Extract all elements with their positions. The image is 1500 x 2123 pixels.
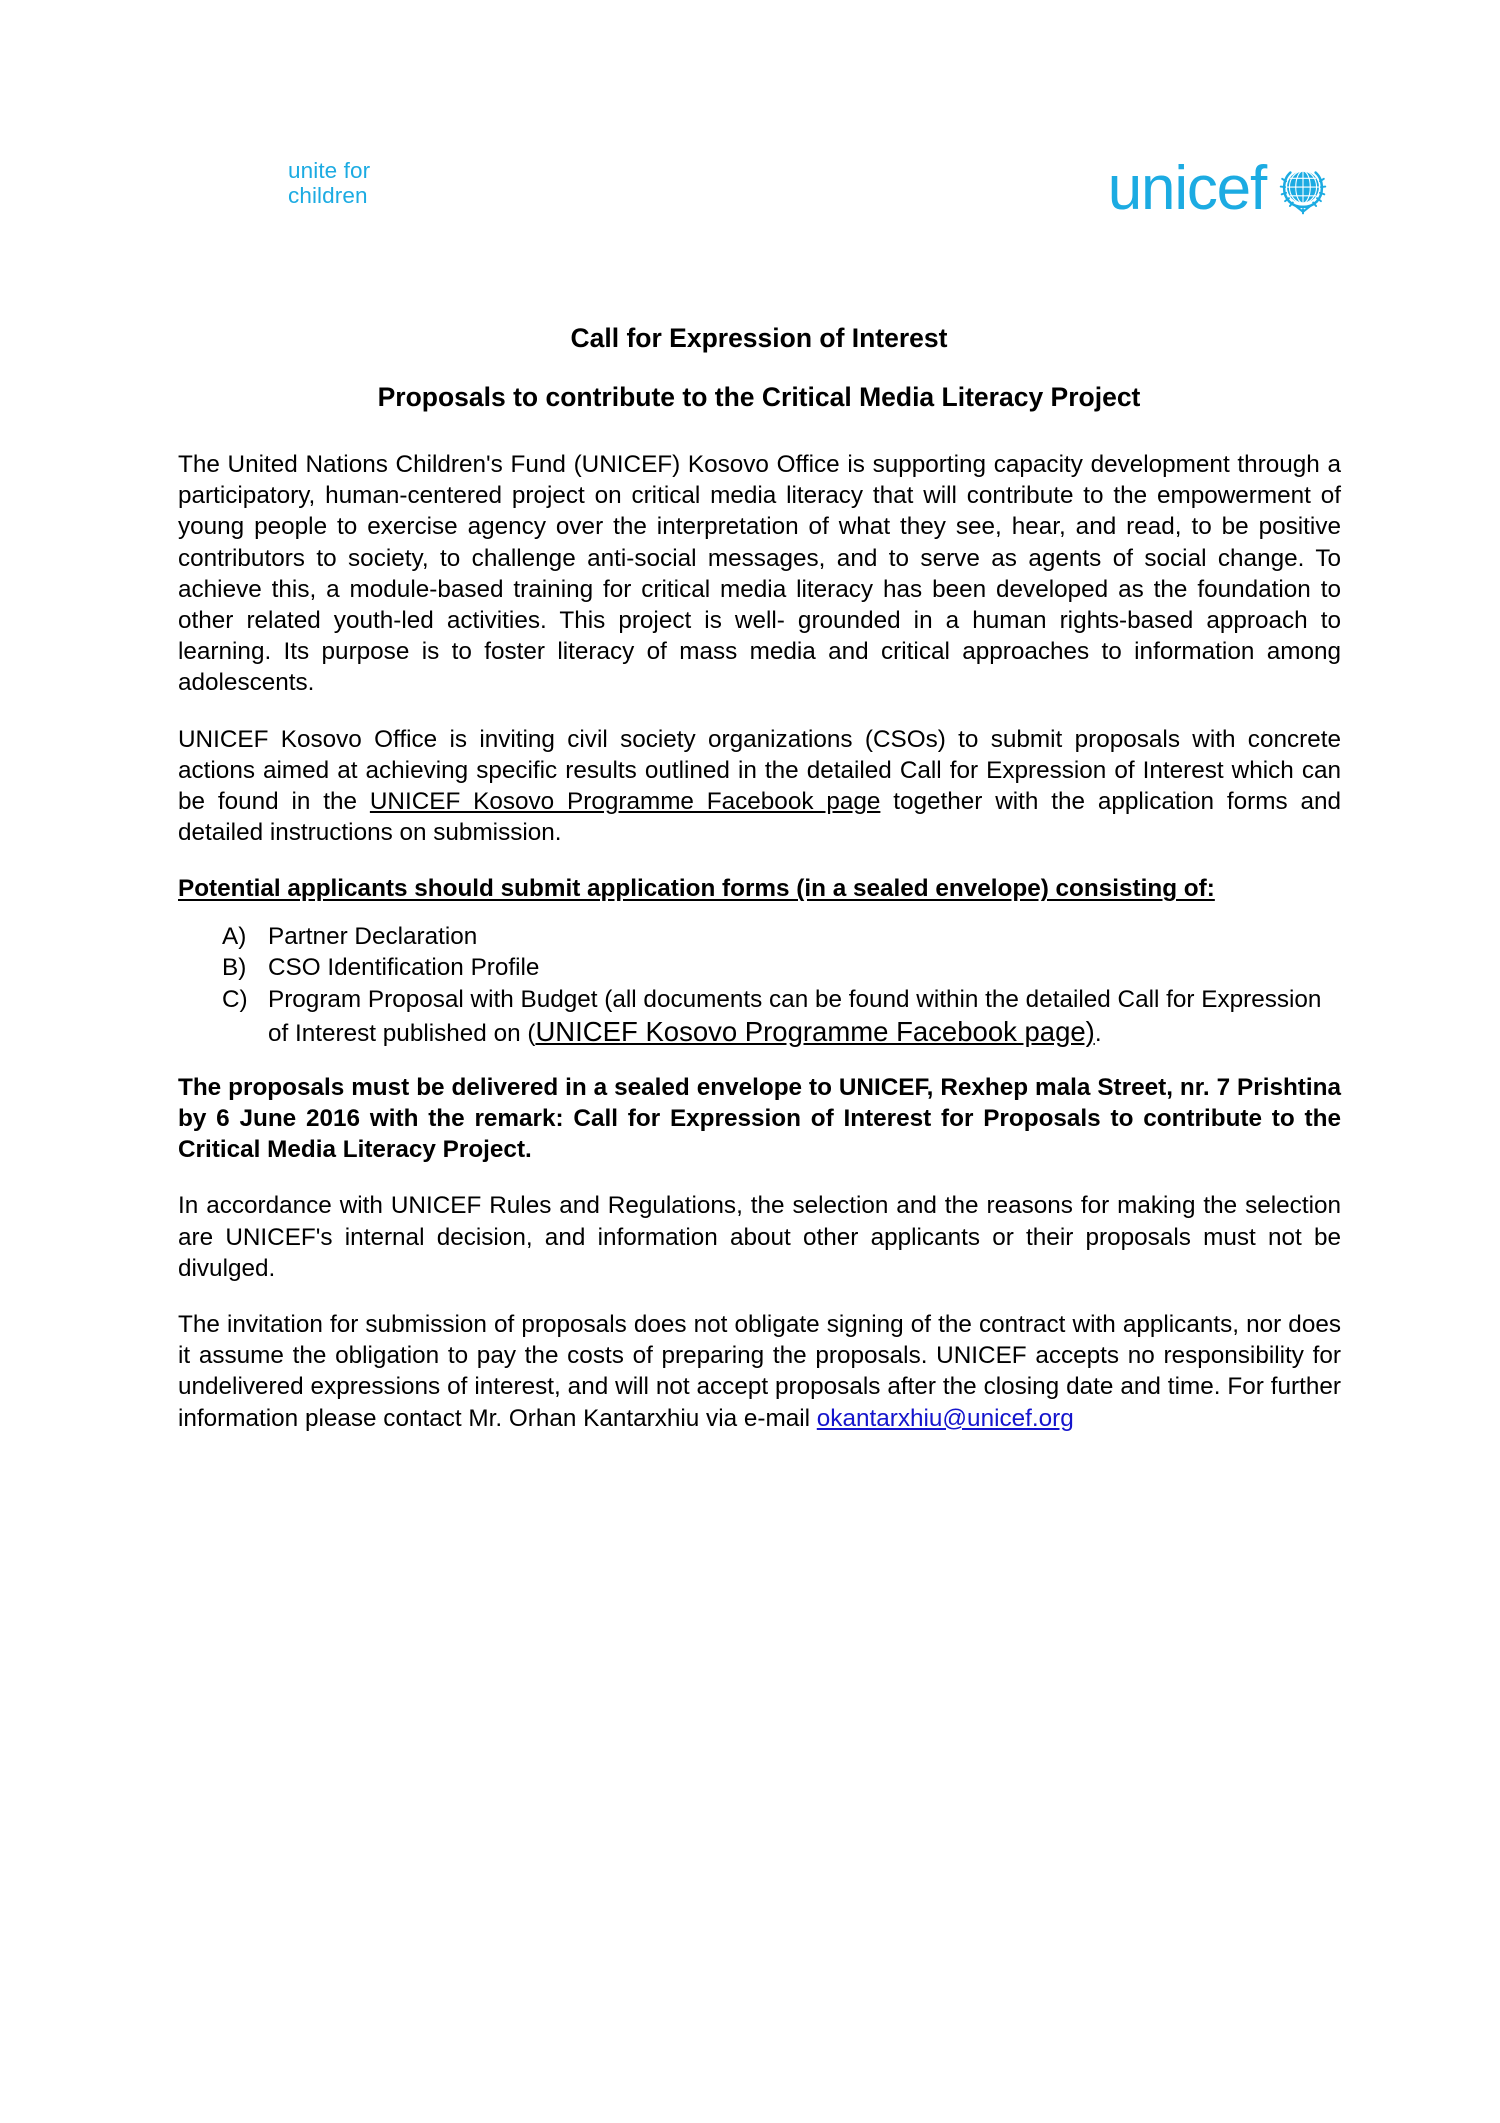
section-heading-requirements: Potential applicants should submit application forms (in a sealed envelope) consisting of: [178, 875, 1215, 903]
list-item-marker: A) [222, 922, 247, 950]
list-item-label-tail: . [1094, 1020, 1102, 1048]
paragraph-disclaimer-lead: The invitation for submission of proposals does not obligate signing of the contract with applicants, nor does it assume the obligation to pay the costs of preparing the proposals. UNICEF accepts no responsibility for undelivered expressions of interest, and will not accept proposals after the closing date and time. For further information please contact Mr. Orhan Kantarxhiu via e-mail [178, 1311, 1341, 1432]
list-item-label: Partner Declaration [268, 922, 478, 950]
facebook-page-link-inline[interactable]: UNICEF Kosovo Programme Facebook page [369, 788, 881, 816]
list-item [222, 921, 1341, 953]
tagline-line-2: children [288, 183, 368, 208]
paragraph-disclaimer [178, 1309, 1341, 1434]
un-globe-laurel-emblem-icon [1272, 158, 1334, 220]
paragraph-invitation-tail: together with the application forms and detailed instructions on submission. [178, 788, 1341, 847]
tagline-line-1: unite for [288, 158, 371, 183]
list-item-label: CSO Identification Profile [268, 954, 540, 982]
unite-for-children-tagline [288, 158, 370, 208]
paragraph-submission-deadline: The proposals must be delivered in a sealed envelope to UNICEF, Rexhep mala Street, nr. 7 Prishtina by 6 June 2016 with the remark: Call for Expression of Interest for Proposals to contribute to the Critical Media Literacy Project. [178, 1073, 1341, 1164]
list-item [222, 952, 1341, 984]
document-body [178, 449, 1341, 1434]
facebook-page-link-list[interactable]: UNICEF Kosovo Programme Facebook page) [535, 1016, 1095, 1048]
document-header [178, 150, 1340, 240]
page-title-primary: Call for Expression of Interest [570, 323, 948, 353]
paragraph-invitation [178, 724, 1341, 849]
list-item [222, 984, 1341, 1050]
paragraph-selection-rules: In accordance with UNICEF Rules and Regulations, the selection and the reasons for making the selection are UNICEF's internal decision, and information about other applicants or their proposals must not be divulged. [178, 1192, 1341, 1282]
list-item-marker: B) [222, 954, 247, 982]
page-title-secondary: Proposals to contribute to the Critical Media Literacy Project [377, 382, 1141, 412]
paragraph-intro: The United Nations Children's Fund (UNICEF) Kosovo Office is supporting capacity development through a participatory, human-centered project on critical media literacy that will contribute to the empowerment of young people to exercise agency over the interpretation of what they see, hear, and read, to be positive contributors to society, to challenge anti-social messages, and to serve as agents of social change. To achieve this, a module-based training for critical media literacy has been developed as the foundation to other related youth-led activities. This project is well- grounded in a human rights-based approach to learning. Its purpose is to foster literacy of mass media and critical approaches to information among adolescents. [178, 451, 1341, 697]
application-forms-list [178, 921, 1341, 1050]
unicef-logo [1108, 150, 1334, 228]
unicef-wordmark: unicef [1107, 154, 1266, 223]
paragraph-invitation-lead: UNICEF Kosovo Office is inviting civil society organizations (CSOs) to submit proposals with concrete actions aimed at achieving specific results outlined in the detailed Call for Expression of Interest which can be found in the [178, 725, 1341, 816]
contact-email-link[interactable]: okantarxhiu@unicef.org [816, 1404, 1074, 1432]
list-item-marker: C) [222, 986, 248, 1014]
list-item-label: Program Proposal with Budget (all documents can be found within the detailed Call for Expression of Interest published on ( [268, 986, 1322, 1048]
